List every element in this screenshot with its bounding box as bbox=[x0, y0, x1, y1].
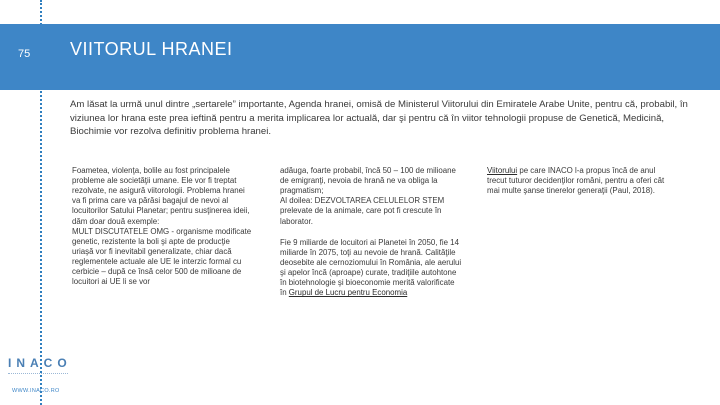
column-paragraph: adăuga, foarte probabil, încă 50 – 100 de milioane de emigranţi, nevoia de hrană ne va obliga la pragmatism; bbox=[280, 166, 456, 196]
column-paragraph: MULT DISCUTATELE OMG - organisme modificate genetic, rezistente la boli şi apte de producţie uriaşă vor fi inevitabil generalizate, chiar dacă reglementele actuale ale UE le interzic formal cu cerbicie – după ce însă celor 500 de milioane de locuitori ai UE li se vor bbox=[72, 226, 252, 287]
working-group-link[interactable]: Grupul de Lucru pentru Economia bbox=[288, 288, 408, 298]
paragraph-text: pe care INACO l-a propus încă de anul trecut tuturor decidenţilor români, pentru a oferi cât mai multe şanse tinerelor generaţii (Paul, 2018). bbox=[487, 166, 665, 196]
column-paragraph bbox=[280, 238, 462, 299]
text-column-3 bbox=[487, 166, 669, 196]
logo-text: INACO bbox=[8, 356, 72, 370]
column-paragraph: Al doilea: DEZVOLTAREA CELULELOR STEM prelevate de la animale, care pot fi crescute în laborator. bbox=[280, 196, 445, 226]
column-paragraph: Foametea, violenţa, bolile au fost principalele probleme ale societăţii umane. Ele vor fi treptat rezolvate, ne asigură viitorologii. Problema hranei va fi prima care va părăsi bagajul de nevoi al locuitorilor Satului Planetar; pentru susţinerea ideii, dăm doar două exemple: bbox=[72, 166, 250, 226]
slide-number: 75 bbox=[18, 48, 31, 60]
page-title: VIITORUL HRANEI bbox=[70, 39, 233, 59]
column-paragraph bbox=[487, 166, 669, 196]
website-url[interactable]: WWW.INACO.RO bbox=[12, 388, 60, 394]
title-bar bbox=[0, 24, 720, 90]
intro-paragraph: Am lăsat la urmă unul dintre „sertarele” importante, Agenda hranei, omisă de Ministerul Viitorului din Emiratele Arabe Unite, pentru că, probabil, în viziunea lor hrana este prea ieftină pentru a merita implicarea lor actuală, dar şi pentru că în viitor tehnologii propuse de Genetică, Medicină, Biochimie vor rezolva definitiv problema hranei. bbox=[70, 99, 688, 138]
text-column-1 bbox=[72, 166, 252, 287]
inaco-logo bbox=[8, 356, 78, 377]
paragraph-text: Fie 9 miliarde de locuitori ai Planetei în 2050, fie 14 miliarde în 2075, toţi au nevoie de hrană. Calităţile deosebite ale cernoziomului în România, ale aerului şi apelor încă (aproape) curate, tradiţiile autohtone în biotehnologie şi bioeconomie merită valorificate în bbox=[280, 237, 462, 298]
future-link[interactable]: Viitorului bbox=[487, 166, 518, 175]
logo-underline bbox=[8, 373, 68, 377]
text-column-2 bbox=[280, 166, 462, 298]
